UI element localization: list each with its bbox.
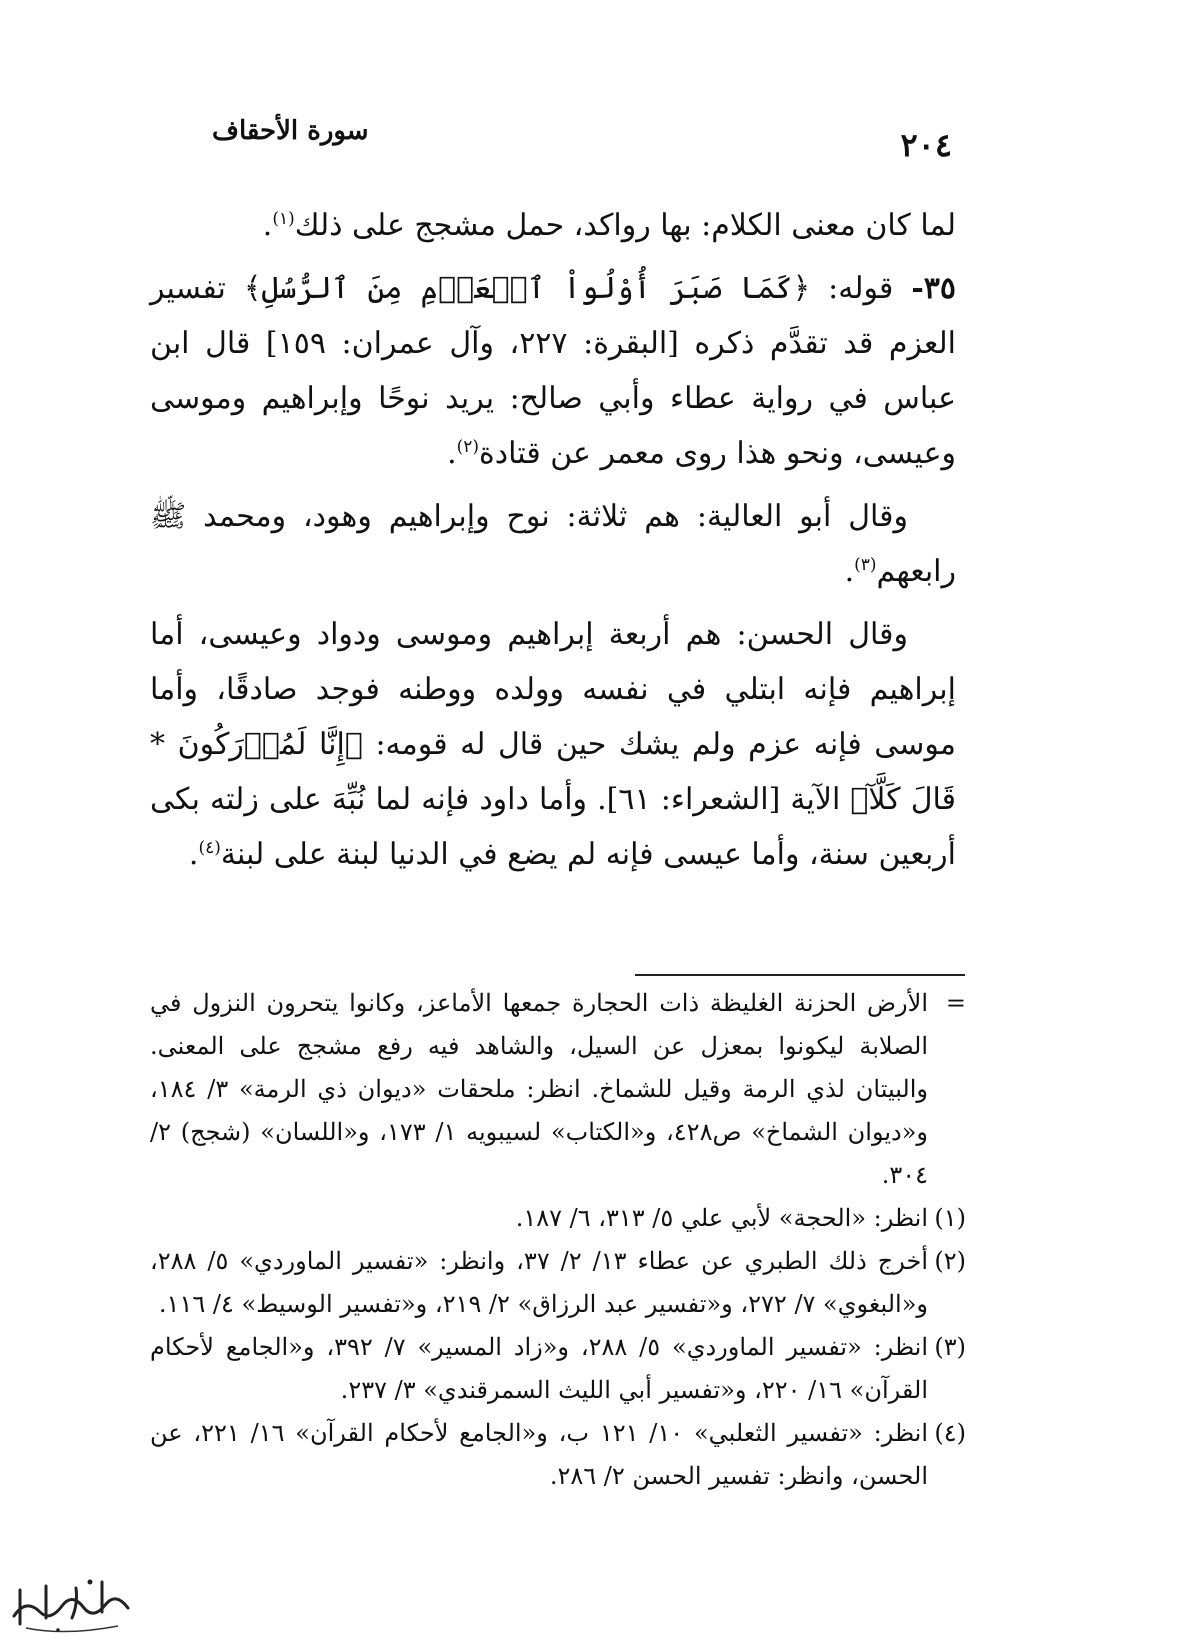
footnote-1	[150, 1197, 966, 1240]
paragraph-3-text: وقال أبو العالية: هم ثلاثة: نوح وإبراهيم وهود، ومحمد ﷺ رابعهم	[150, 499, 956, 589]
page-number: ٢٠٤	[900, 126, 952, 164]
paragraph-1: لما كان معنى الكلام: بها رواكد، حمل مشجج على ذلك$^{(١)}$.	[262, 208, 956, 243]
quran-quote: ﴿كَمَا صَبَرَ أُوْلُواْ ٱلۡعَزۡمِ مِنَ ٱلرُّسُلِ﴾	[243, 271, 811, 306]
footnote-4-text: انظر: «تفسير الثعلبي» ١٠/ ١٢١ ب، و«الجامع لأحكام القرآن» ١٦/ ٢٢١، عن الحسن، وانظر: تفسير الحسن ٢/ ٢٨٦.	[150, 1419, 928, 1490]
paragraph-2-intro: قوله:	[810, 271, 912, 306]
footnote-divider	[635, 974, 965, 976]
paragraph-4-text-b: الآية [الشعراء: ٦١]. وأما داود فإنه لما نُبِّهَ على زلته بكى أربعين سنة، وأما عيسى فإنه لم يضع في الدنيا لبنة على لبنة	[150, 782, 956, 872]
paragraph-2-text: تفسير العزم قد تقدَّم ذكره [البقرة: ٢٢٧، وآل عمران: ١٥٩] قال ابن عباس في رواية عطاء وأبي صالح: يريد نوحًا وإبراهيم وموسى وعيسى، ونحو هذا روى معمر عن قتادة	[150, 271, 956, 471]
footnote-ref-2: (٢)	[456, 437, 480, 457]
footnote-3	[150, 1326, 966, 1412]
footnote-3-mark: (٣)	[934, 1333, 966, 1361]
calligraphy-seal-logo	[6, 1568, 136, 1638]
paragraph-1-text: لما كان معنى الكلام: بها رواكد، حمل مشجج على ذلك	[294, 208, 956, 243]
continuation-mark: =	[945, 989, 966, 1017]
footnote-4-mark: (٤)	[934, 1419, 966, 1447]
verse-number: ٣٥-	[911, 271, 956, 306]
footnote-2-text: أخرج ذلك الطبري عن عطاء ١٣/ ٢/ ٣٧، وانظر: «تفسير الماوردي» ٥/ ٢٨٨، و«البغوي» ٧/ ٢٧٢، و«تفسير عبد الرزاق» ٢/ ٢١٩، و«تفسير الوسيط» ٤/ ١١٦.	[150, 1247, 929, 1318]
footnotes	[150, 982, 966, 1498]
surah-title: سورة الأحقاف	[212, 116, 369, 146]
continuation-text: الأرض الحزنة الغليظة ذات الحجارة جمعها الأماعز، وكانوا يتحرون النزول في الصلابة ليكونوا بمعزل عن السيل، والشاهد فيه رفع مشجج على المعنى. والبيتان لذي الرمة وقيل للشماخ. انظر: ملحقات «ديوان ذي الرمة» ٣/ ١٨٤، و«ديوان الشماخ» ص٤٢٨، و«الكتاب» لسيبويه ١/ ١٧٣، و«اللسان» (شجج) ٢/ ٣٠٤.	[150, 989, 929, 1189]
footnote-4	[150, 1412, 966, 1498]
footnote-2-mark: (٢)	[934, 1247, 966, 1275]
paragraph-4: وقال الحسن: هم أربعة إبراهيم وموسى ودواد وعيسى، أما إبراهيم فإنه ابتلي في نفسه وولده ووطنه فوجد صادقًا، وأما موسى فإنه عزم ولم يشك حين قال له قومه: ﴿إِنَّا لَمُدۡرَكُونَ * قَالَ كَلَّآ﴾ الآية [الشعراء: ٦١]. وأما داود فإنه لما نُبِّهَ على زلته بكى أربعين سنة، وأما عيسى فإنه لم يضع في الدنيا لبنة على لبنة$^{(٤)}$.	[150, 617, 956, 872]
footnote-1-text: انظر: «الحجة» لأبي علي ٥/ ٣١٣، ٦/ ١٨٧.	[515, 1204, 928, 1232]
footnote-ref-1: (١)	[272, 209, 295, 229]
footnote-ref-4: (٤)	[198, 838, 221, 858]
paragraph-3: وقال أبو العالية: هم ثلاثة: نوح وإبراهيم وهود، ومحمد ﷺ رابعهم$^{(٣)}$.	[150, 499, 956, 589]
paragraph-4-text-a: وقال الحسن: هم أربعة إبراهيم وموسى ودواد وعيسى، أما إبراهيم فإنه ابتلي في نفسه وولده ووطنه فوجد صادقًا، وأما موسى فإنه عزم ولم يشك حين قال له قومه:	[150, 617, 956, 762]
footnote-2	[150, 1240, 966, 1326]
page-header	[212, 116, 952, 166]
footnote-3-text: انظر: «تفسير الماوردي» ٥/ ٢٨٨، و«زاد المسير» ٧/ ٣٩٢، و«الجامع لأحكام القرآن» ١٦/ ٢٢٠، و«تفسير أبي الليث السمرقندي» ٣/ ٢٣٧.	[150, 1333, 928, 1404]
main-text	[150, 198, 956, 890]
footnote-continuation	[150, 982, 966, 1197]
paragraph-2: ٣٥- قوله: ﴿كَمَا صَبَرَ أُوْلُواْ ٱلۡعَزۡمِ مِنَ ٱلرُّسُلِ﴾ تفسير العزم قد تقدَّم ذكره [البقرة: ٢٢٧، وآل عمران: ١٥٩] قال ابن عباس في رواية عطاء وأبي صالح: يريد نوحًا وإبراهيم وموسى وعيسى، ونحو هذا روى معمر عن قتادة$^{(٢)}$.	[150, 271, 956, 471]
footnote-ref-3: (٣)	[854, 555, 877, 575]
quran-quote-2: ﴿إِنَّا لَمُدۡرَكُونَ * قَالَ كَلَّآ﴾	[150, 727, 956, 817]
footnote-1-mark: (١)	[934, 1204, 966, 1232]
